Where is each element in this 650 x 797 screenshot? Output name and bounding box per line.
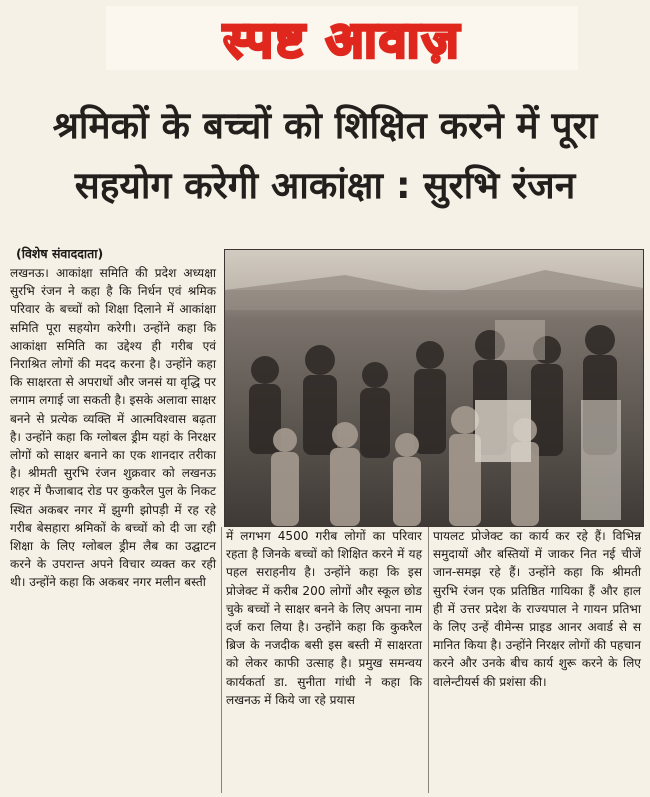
column-divider [428,527,429,793]
article-text-3: पायलट प्रोजेक्ट का कार्य कर रहे हैं। विभिन्न समुदायों और बस्तियों में जाकर नित नई चीजें जान-समझ रहे हैं। उन्होंने कहा कि श्रीमती सुरभि रंजन एक प्रतिष्ठित गायिका हैं और हाल ही में उत्तर प्रदेश के राज्यपाल ने गायन प्रतिभा के लिए उन्हें वीमेन्स प्राइड आनर अवार्ड से स मानित किया है। उन्होंने निरक्षर लोगों की पहचान करने और उनके बीच कार्य शुरू करने के लिए वालेन्टीयर्स की प्रशंसा की। [433,529,641,689]
article-column-2 [226,527,422,795]
masthead-logo: स्पष्ट आवाज़ [223,11,461,69]
article-column-3 [433,527,641,795]
article-text-1: लखनऊ। आकांक्षा समिति की प्रदेश अध्यक्षा सुरभि रंजन ने कहा है कि निर्धन एवं श्रमिक परिवार के बच्चों को शिक्षा दिलाने में आकांक्षा समिति पूरा सहयोग करेगी। उन्होंने कहा कि आकांक्षा समिति का उद्देश्य ही गरीब एवं निराश्रित लोगों की मदद करना है। उन्होंने कहा कि साक्षरता से अपराधों और जनसं या वृद्धि पर लगाम लगाई जा सकती है। इसके अलावा साक्षर बनने से प्रत्येक व्यक्ति में आत्मविश्वास बढ़ता है। उन्होंने कहा कि ग्लोबल ड्रीम यहां के निरक्षर लोगों को साक्षर बनाने का एक शानदार तरीका है। श्रीमती सुरभि रंजन शुक्रवार को लखनऊ शहर में फैजाबाद रोड पर कुकरैल पुल के निकट स्थित अकबर नगर में झुग्गी झोपड़ी में रह रहे गरीब बेसहारा श्रमिकों के बच्चों को दी जा रही शिक्षा के लिए ग्लोबल ड्रीम लैब का उद्घाटन करने के उपरान्त अपने विचार व्यक्त कर रही थी। उन्होंने कहा कि अकबर नगर मलीन बस्ती [10,266,216,590]
article-column-1 [10,264,216,794]
column-divider [221,527,222,793]
byline-text: (विशेष संवाददाता) [16,246,104,261]
headline [10,96,640,216]
photo-image [225,250,643,526]
masthead [106,6,578,70]
headline-line-2: सहयोग करेगी आकांक्षा : सुरभि रंजन [74,164,576,207]
article-text-2: में लगभग 4500 गरीब लोगों का परिवार रहता है जिनके बच्चों को शिक्षित करने में यह पहल सराहनीय है। उन्होंने कहा कि इस प्रोजेक्ट में करीब 200 लोगों और स्कूल छोड चुके बच्चों ने साक्षर बनने के लिए अपना नाम दर्ज करा लिया है। उन्होंने कहा कि कुकरैल ब्रिज के नजदीक बसी इस बस्ती में साक्षरता को लेकर काफी उत्साह है। प्रमुख समन्वय कार्यकर्ता डा. सुनीता गांधी ने कहा कि लखनऊ में किये जा रहे प्रयास [226,529,422,707]
byline [14,244,214,264]
headline-line-1: श्रमिकों के बच्चों को शिक्षित करने में पूरा [52,104,598,147]
news-photo [224,249,644,527]
